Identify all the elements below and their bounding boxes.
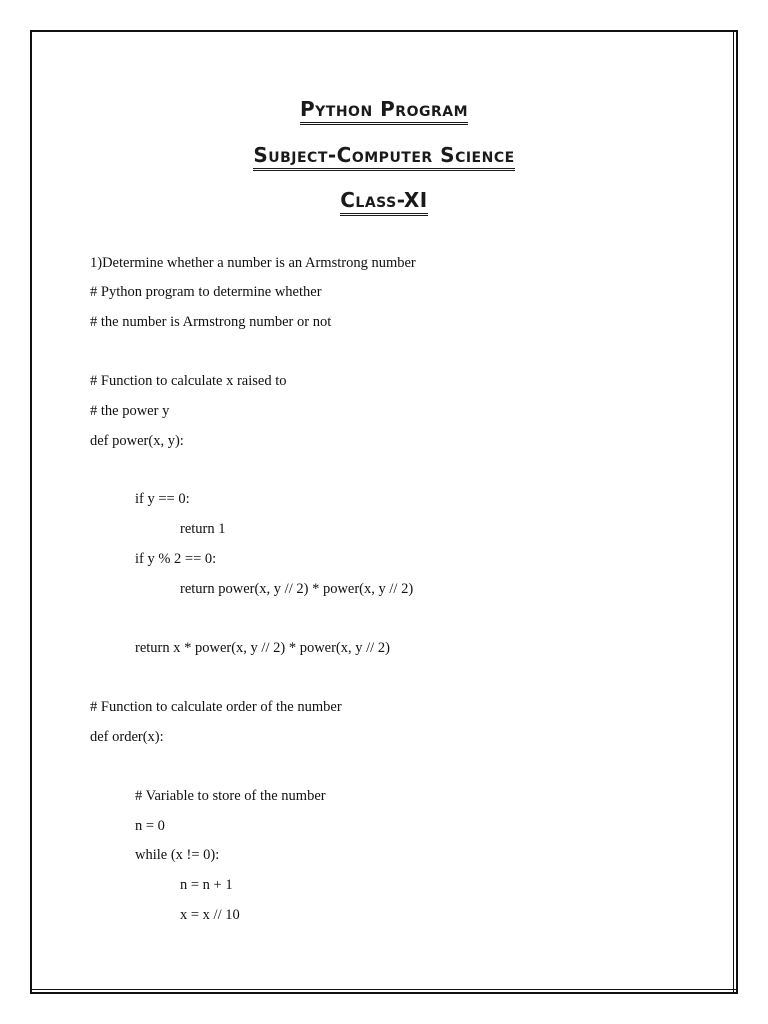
code-line: x = x // 10 <box>180 907 240 923</box>
code-comment-line: # the number is Armstrong number or not <box>90 314 332 330</box>
code-line: return 1 <box>180 521 226 537</box>
code-line: while (x != 0): <box>135 847 220 863</box>
code-comment-line: # Function to calculate order of the number <box>90 699 342 715</box>
code-comment-line: # Variable to store of the number <box>135 788 326 804</box>
question-line: 1)Determine whether a number is an Armstrong number <box>90 255 416 271</box>
code-comment-line: # Python program to determine whether <box>90 284 322 300</box>
code-line: if y == 0: <box>135 491 190 507</box>
code-def-line: def power(x, y): <box>90 433 184 449</box>
class-heading: Class-XI <box>0 188 768 212</box>
code-line: n = 0 <box>135 818 165 834</box>
code-comment-line: # Function to calculate x raised to <box>90 373 287 389</box>
subject-heading: Subject-Computer Science <box>0 143 768 167</box>
page-title: Python Program <box>0 97 768 121</box>
page-border-right-inner <box>733 30 735 994</box>
code-line: if y % 2 == 0: <box>135 551 217 567</box>
code-comment-line: # the power y <box>90 403 170 419</box>
page-border-bottom-inner <box>30 989 738 991</box>
code-line: n = n + 1 <box>180 877 233 893</box>
code-line: return power(x, y // 2) * power(x, y // 2) <box>180 581 414 597</box>
code-def-line: def order(x): <box>90 729 164 745</box>
code-line: return x * power(x, y // 2) * power(x, y // 2) <box>135 640 390 656</box>
